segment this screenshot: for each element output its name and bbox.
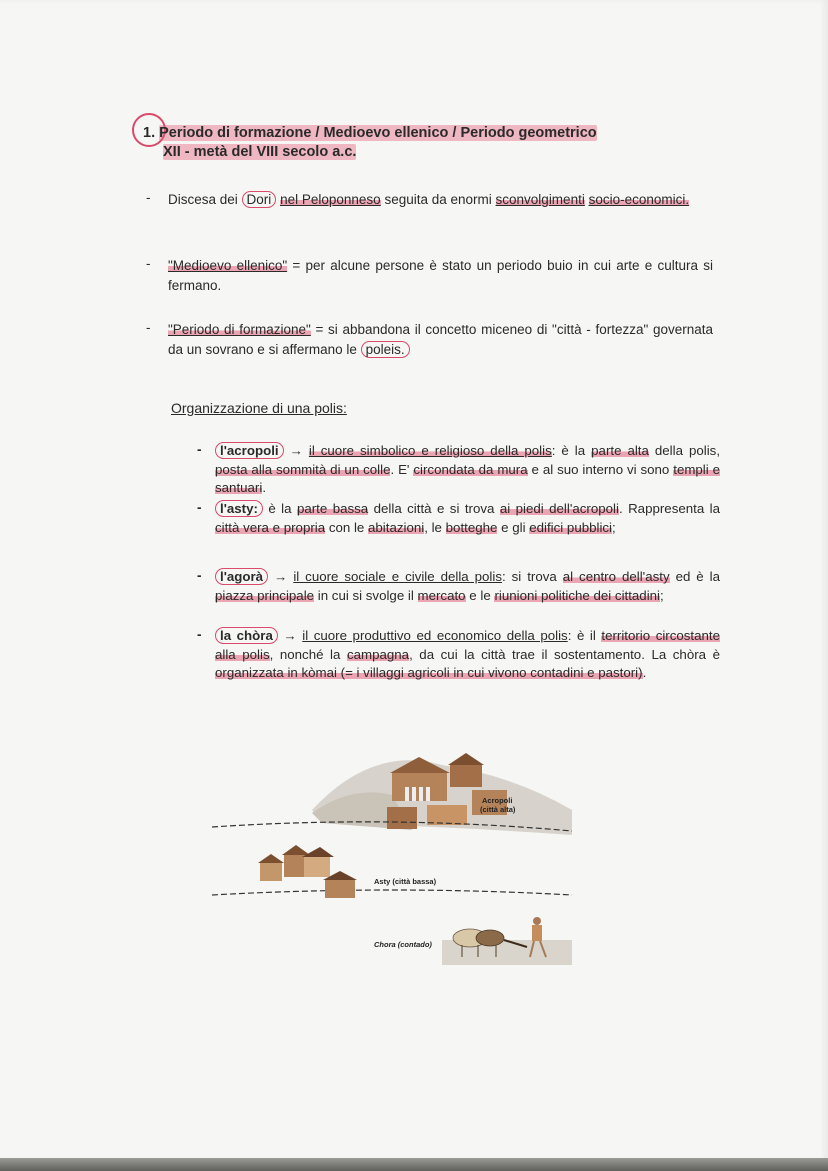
paragraph-medioevo: "Medioevo ellenico" = per alcune persone è stato un periodo buio in cui arte e cultura si fermano. — [168, 258, 713, 293]
paragraph-dori: Discesa dei Dori nel Peloponneso seguita da enormi sconvolgimenti socio-economici. — [168, 192, 690, 207]
label-acropoli: Acropoli — [482, 796, 513, 805]
page-bottom-edge — [0, 1158, 828, 1171]
bullet-dash: - — [197, 568, 202, 583]
bullet-dash: - — [197, 500, 202, 515]
label-asty: Asty (città bassa) — [374, 877, 437, 886]
circled-poleis: poleis. — [361, 341, 410, 358]
bullet-dash: - — [197, 627, 202, 642]
item-chora: la chòra → il cuore produttivo ed economico della polis: è il territorio circostante alla polis, nonché la campagna, da cui la città trae il sostentamento. La chòra è organizzata in kòmai (= i villaggi agricoli in cui vivono contadini e pastori). — [215, 628, 720, 680]
circled-dori: Dori — [242, 191, 277, 208]
org-title: Organizzazione di una polis: — [171, 400, 347, 416]
item-acropoli: l'acropoli → il cuore simbolico e religioso della polis: è la parte alta della polis, posta alla sommità di un colle. E' circondata da mura e al suo interno vi sono templi e santuari. — [215, 443, 721, 495]
polis-illustration — [212, 735, 572, 965]
paragraph-formazione: "Periodo di formazione" = si abbandona il concetto miceneo di "città - fortezza" governata da un sovrano e si affermano le poleis. — [168, 322, 713, 357]
item-asty: l'asty: è la parte bassa della città e si trova ai piedi dell'acropoli. Rappresenta la città vera e propria con le abitazioni, le botteghe e gli edifici pubblici; — [215, 501, 720, 535]
asty-houses — [258, 845, 357, 898]
bullet-dash: - — [146, 256, 151, 271]
farmer-head — [533, 917, 541, 925]
boundary-line-asty — [212, 890, 572, 895]
bullet-dash: - — [197, 442, 202, 457]
heading-line-1: Periodo di formazione / Medioevo ellenico / Periodo geometrico — [159, 125, 597, 141]
label-chora: Chora (contado) — [374, 940, 432, 949]
bullet-dash: - — [146, 190, 151, 205]
label-acropoli-sub: (città alta) — [480, 805, 516, 814]
heading-line-2: XII - metà del VIII secolo a.c. — [163, 144, 357, 160]
section-heading: 1. Periodo di formazione / Medioevo ellenico / Periodo geometrico XII - metà del VIII secolo a.c. — [143, 125, 597, 160]
item-agora: l'agorà → il cuore sociale e civile della polis: si trova al centro dell'asty ed è la piazza principale in cui si svolge il mercato e le riunioni politiche dei cittadini; — [215, 569, 721, 603]
bullet-dash: - — [146, 320, 151, 335]
